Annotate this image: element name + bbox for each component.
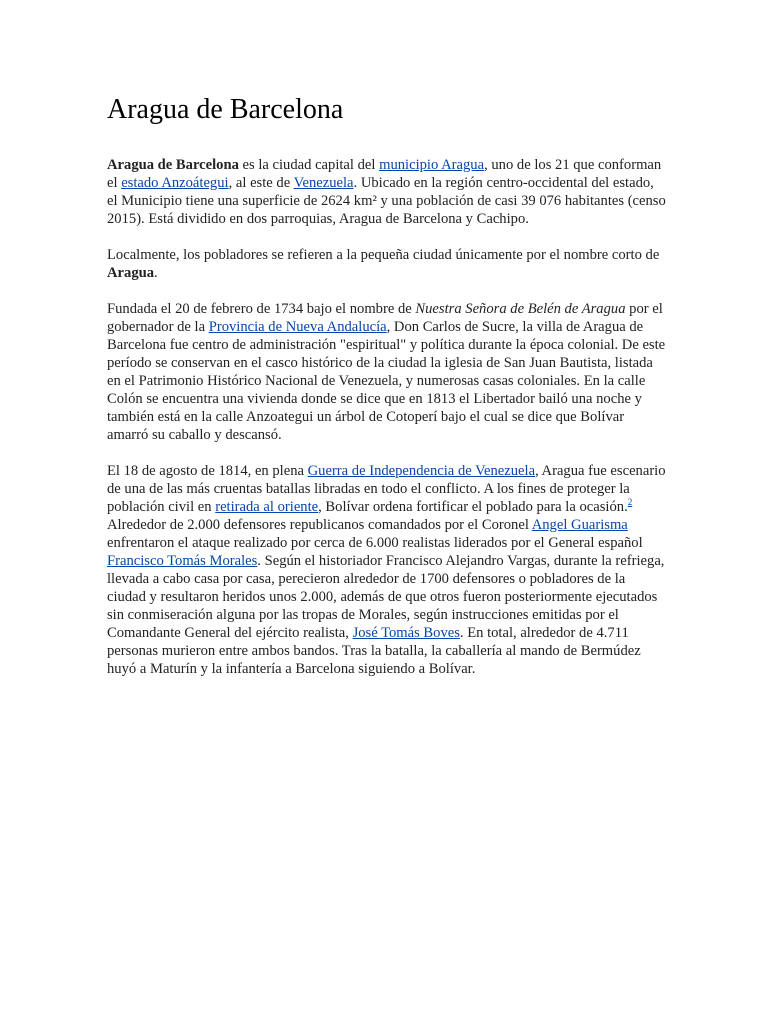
text: .: [154, 265, 158, 281]
link-venezuela[interactable]: Venezuela: [293, 175, 354, 191]
article: [107, 88, 667, 696]
text: Localmente, los pobladores se refieren a la pequeña ciudad únicamente por el nombre corto de: [107, 247, 660, 263]
link-estado-anzoategui[interactable]: estado Anzoátegui: [121, 175, 229, 191]
link-municipio-aragua[interactable]: municipio Aragua: [379, 157, 485, 173]
link-provincia-nueva-andalucia[interactable]: Provincia de Nueva Andalucía: [208, 319, 387, 335]
paragraph-intro: [107, 156, 667, 228]
page-title: Aragua de Barcelona: [107, 94, 344, 125]
text: , uno de los 21 que conforman el: [107, 157, 662, 191]
text: . Según el historiador Francisco Alejandro Vargas, durante la refriega, llevada a cabo casa por casa, perecieron alrededor de 1700 defensores o pobladores de la ciudad y resultaron heridos unos 2.000, además de que otros fueron posteriormente ejecutados sin conmiseración alguna por las tropas de Morales, según instrucciones emitidas por el Comandante General del ejército realista,: [107, 553, 665, 641]
text: El 18 de agosto de 1814, en plena: [107, 463, 308, 479]
link-francisco-tomas-morales[interactable]: Francisco Tomás Morales: [107, 553, 258, 569]
link-angel-guarisma[interactable]: Angel Guarisma: [531, 517, 628, 533]
paragraph-history: [107, 300, 667, 444]
text: , Don Carlos de Sucre, la villa de Aragua de Barcelona fue centro de administración "espiritual" y política durante la época colonial. De este período se conservan en el casco histórico de la ciudad la iglesia de San Juan Bautista, listada en el Patrimonio Histórico Nacional de Venezuela, y numerosas casas coloniales. En la calle Colón se encuentra una vivienda donde se dice que en 1813 el Libertador bailó una noche y también está en la calle Anzoategui un árbol de Cotoperí bajo el cual se dice que Bolívar amarró su caballo y descansó.: [107, 319, 666, 443]
link-retirada-al-oriente[interactable]: retirada al oriente: [215, 499, 319, 515]
link-guerra-independencia[interactable]: Guerra de Independencia de Venezuela: [307, 463, 536, 479]
paragraph-local-name: [107, 246, 667, 282]
bold-term: Aragua de Barcelona: [107, 157, 239, 173]
bold-term: Aragua: [107, 265, 155, 281]
text: . En total, alrededor de 4.711 personas murieron entre ambos bandos. Tras la batalla, la caballería al mando de Bermúdez huyó a Maturín y la infantería a Barcelona siguiendo a Bolívar.: [107, 625, 641, 677]
text: enfrentaron el ataque realizado por cerca de 6.000 realistas liderados por el General español: [107, 535, 643, 551]
paragraph-battle: [107, 462, 667, 678]
italic-name: Nuestra Señora de Belén de Aragua: [415, 301, 626, 317]
footnote-link[interactable]: 2: [627, 497, 633, 508]
text: , Aragua fue escenario de una de las más cruentas batallas libradas en todo el conflicto. A los fines de proteger la población civil en: [107, 463, 666, 515]
text: . Ubicado en la región centro-occidental del estado, el Municipio tiene una superficie de 2624 km² y una población de casi 39 076 habitantes (censo 2015). Está dividido en dos parroquias, Aragua de Barcelona y Cachipo.: [107, 175, 666, 227]
link-jose-tomas-boves[interactable]: José Tomás Boves: [352, 625, 460, 641]
text: Alrededor de 2.000 defensores republicanos comandados por el Coronel: [107, 517, 532, 533]
text: por el gobernador de la: [107, 301, 663, 335]
text: , al este de: [228, 175, 294, 191]
footnote-ref: [628, 497, 633, 507]
text: , Bolívar ordena fortificar el poblado para la ocasión.: [318, 499, 628, 515]
text: es la ciudad capital del: [238, 157, 380, 173]
text: Fundada el 20 de febrero de 1734 bajo el nombre de: [107, 301, 416, 317]
